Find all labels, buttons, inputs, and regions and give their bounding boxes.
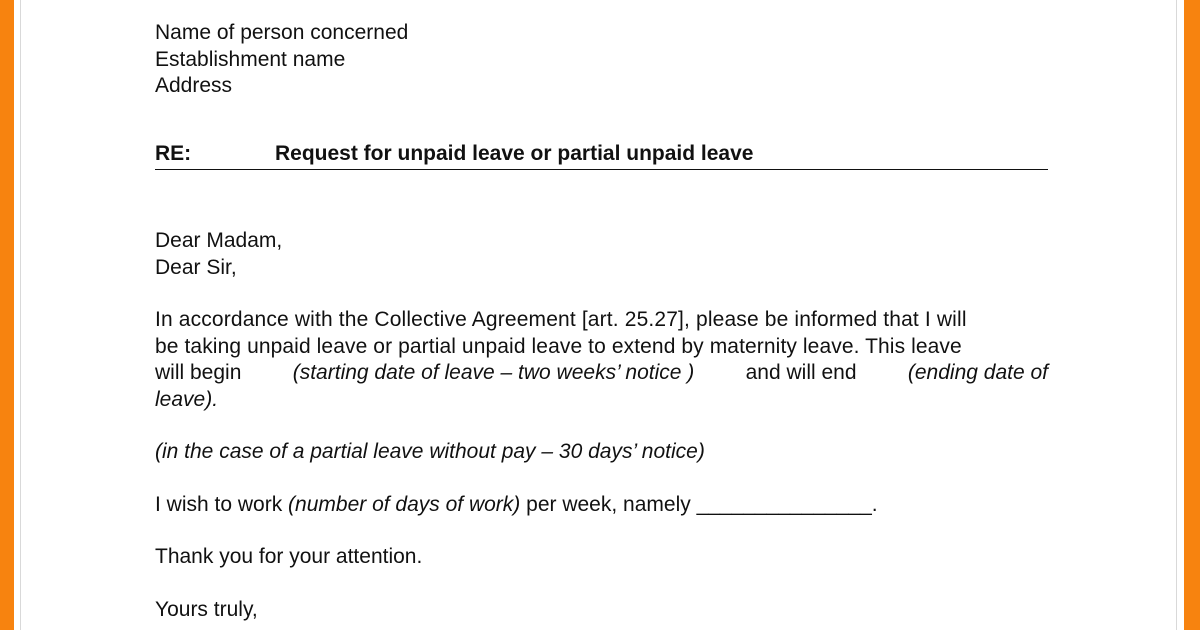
page-edge-right (1176, 0, 1177, 630)
work-days-placeholder: (number of days of work) (288, 492, 521, 516)
salutation (155, 228, 1048, 281)
work-blank-text: per week, namely _______________. (526, 492, 878, 516)
paragraph-line-2: be taking unpaid leave or partial unpaid leave to extend by maternity leave. This leave (155, 334, 962, 358)
work-text: I wish to work (155, 492, 283, 516)
right-orange-border (1184, 0, 1200, 630)
left-orange-border (0, 0, 14, 630)
ending-date-placeholder: (ending date of (907, 361, 1048, 384)
salutation-sir: Dear Sir, (155, 255, 237, 279)
begin-text: will begin (155, 361, 242, 384)
closing-line: Yours truly, (155, 597, 258, 621)
subject-text: Request for unpaid leave or partial unpaid leave (275, 141, 754, 165)
paragraph-leave-request (155, 307, 1048, 413)
paragraph-line-4: leave). (155, 387, 219, 411)
paragraph-line-1: In accordance with the Collective Agreement [art. 25.27], please be informed that I will (155, 308, 967, 331)
recipient-establishment: Establishment name (155, 47, 346, 71)
partial-leave-note: (in the case of a partial leave without pay – 30 days’ notice) (155, 440, 705, 463)
subject-label: RE: (155, 141, 192, 165)
starting-date-placeholder: (starting date of leave – two weeks’ notice ) (292, 361, 695, 384)
recipient-name: Name of person concerned (155, 21, 409, 44)
letter-body (155, 20, 1048, 623)
paragraph-line-3 (155, 360, 1048, 387)
subject-line (155, 141, 1048, 171)
end-text: and will end (745, 361, 857, 384)
page-edge-left (20, 0, 21, 630)
thanks-line: Thank you for your attention. (155, 545, 423, 568)
salutation-madam: Dear Madam, (155, 229, 283, 252)
work-days-line (155, 492, 1048, 519)
recipient-address: Address (155, 74, 233, 97)
